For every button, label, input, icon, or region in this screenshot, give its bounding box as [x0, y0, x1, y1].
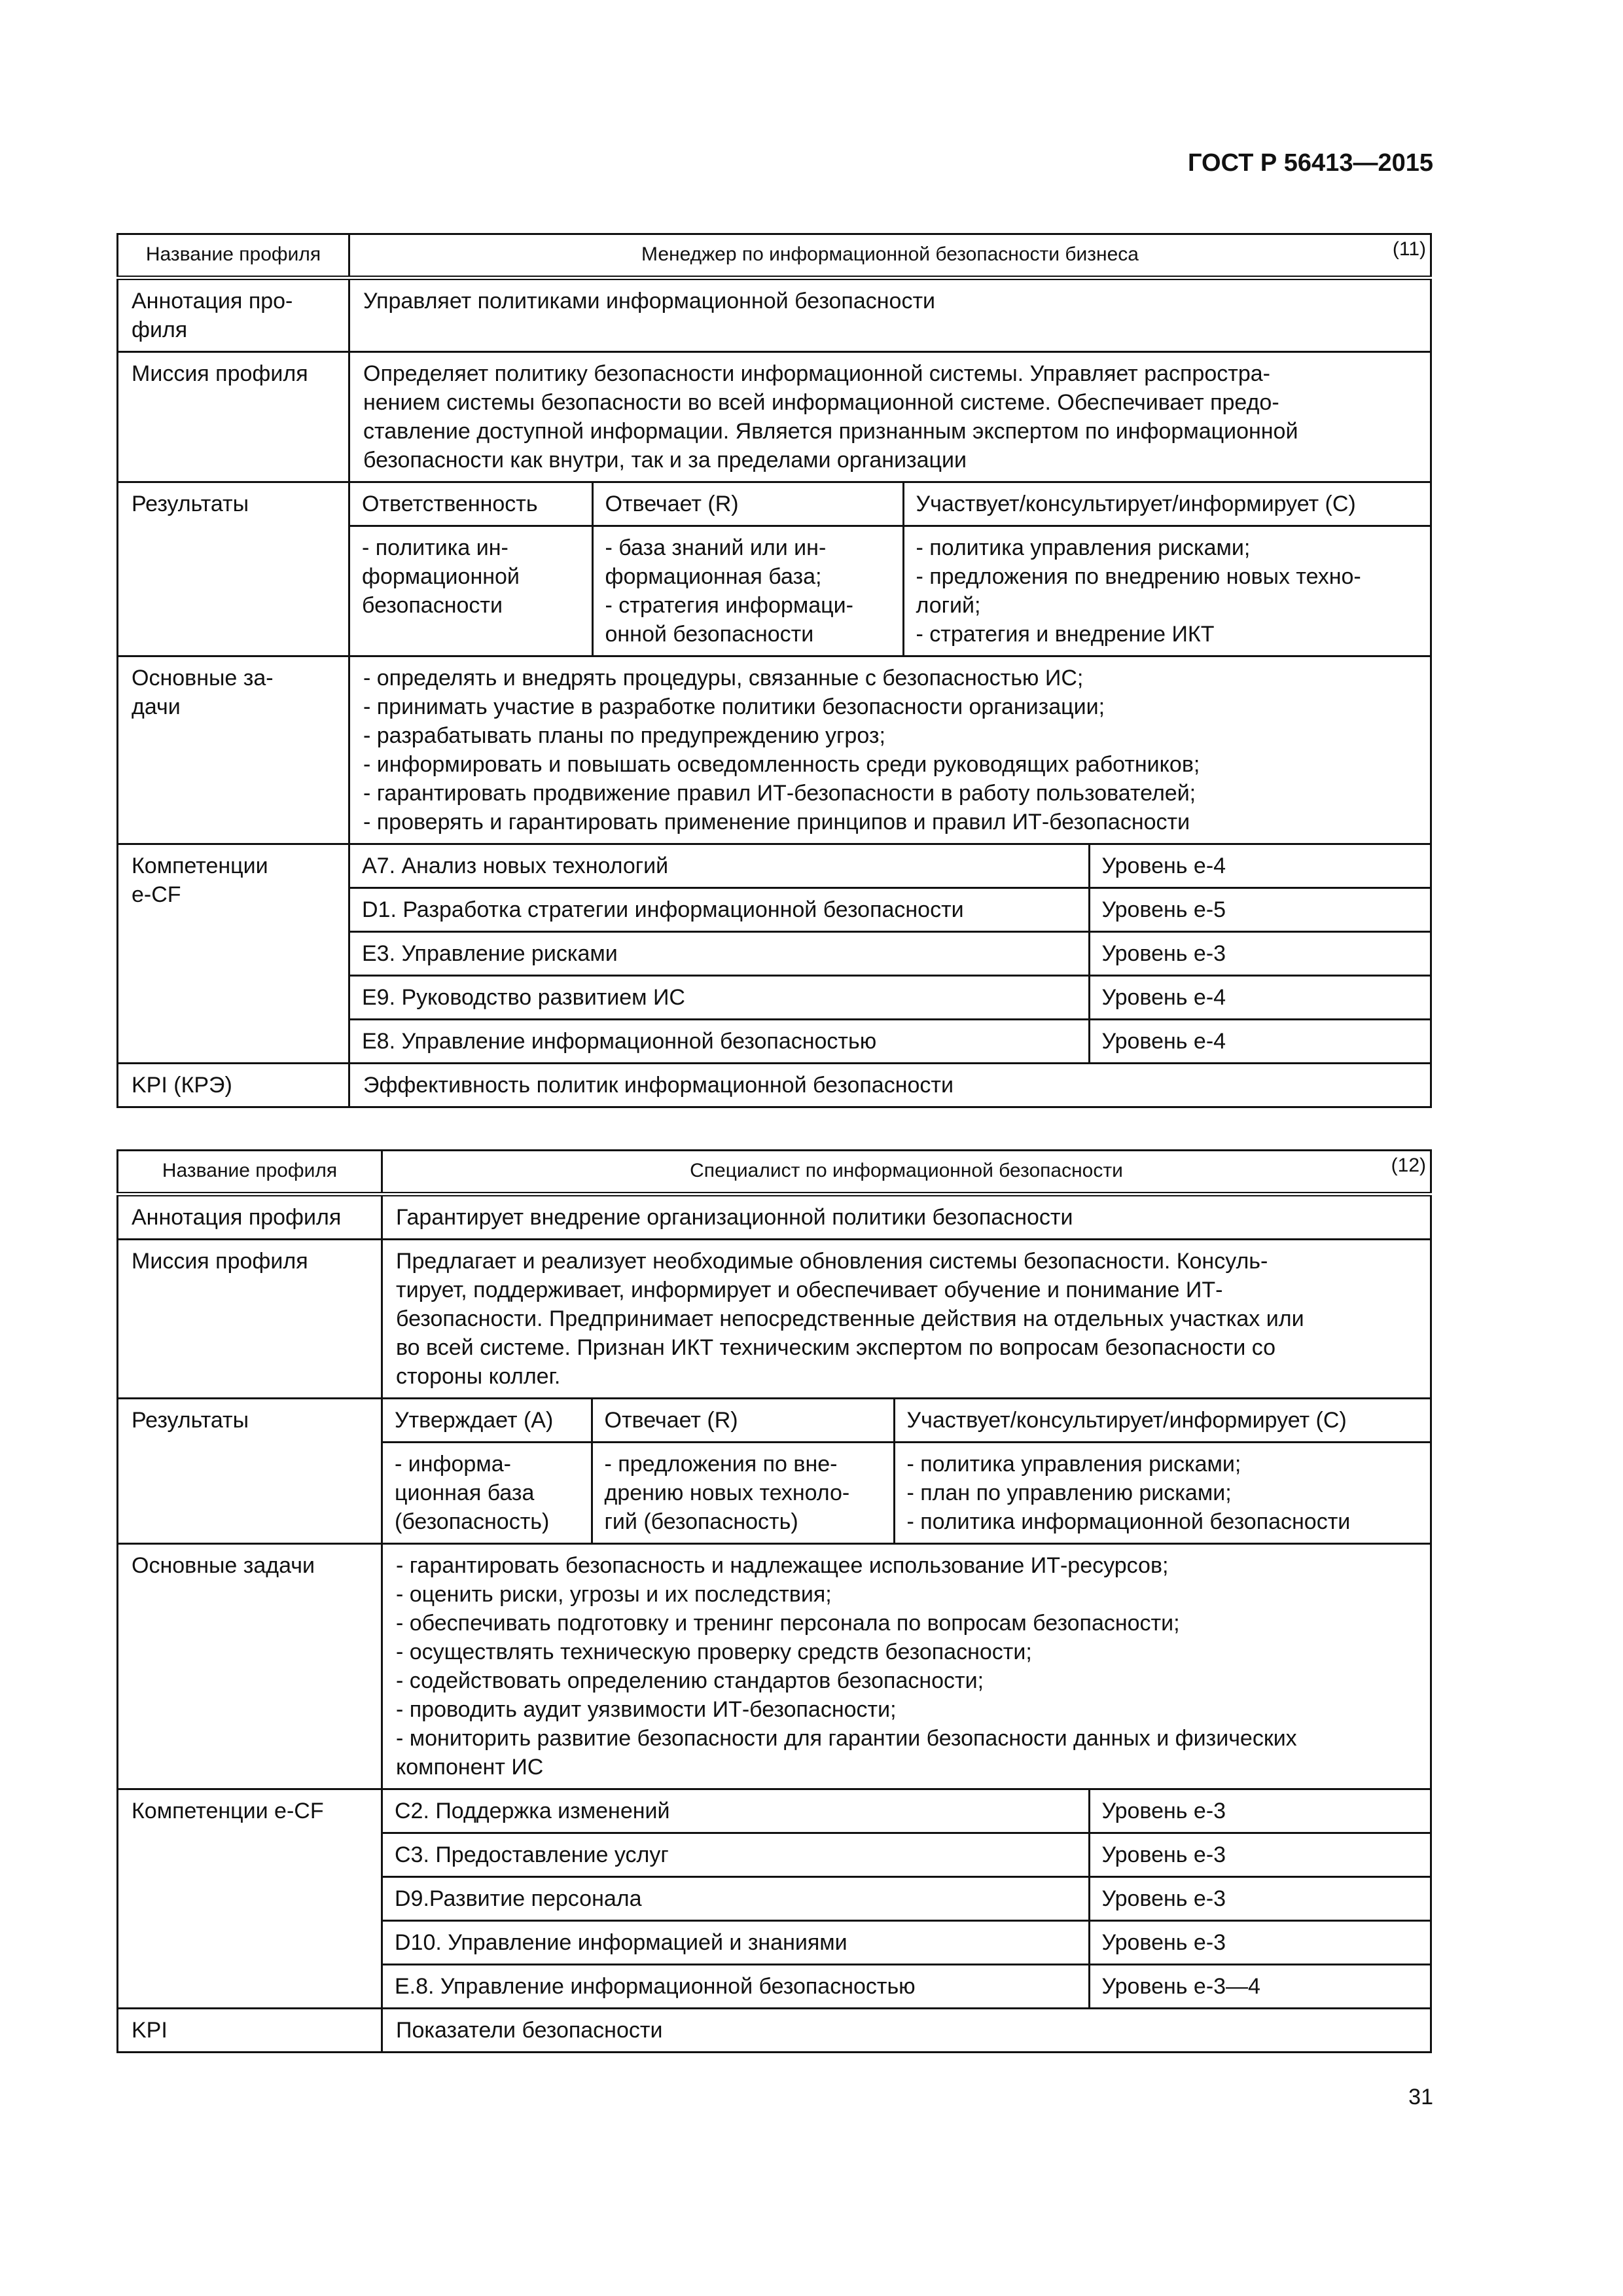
mission-text: Определяет политику безопасности информационной системы. Управляет распростра- нением системы безопасности во всей информационной системе. Обеспечивает предо- ставление доступной информации. Является признанным экспертом по информационной безопасности как внутри, так и за пределами организации: [349, 352, 1431, 482]
results-values-row: [383, 1443, 1430, 1543]
competence-level: Уровень е-5: [1089, 888, 1430, 932]
task-item: - информировать и повышать осведомленность среди руководящих работников;: [363, 752, 1200, 777]
annotation-label: Аннотация про- филя: [118, 278, 349, 352]
kpi-row: [118, 1064, 1431, 1107]
competence-row: [383, 1877, 1430, 1921]
competence-name: E8. Управление информационной безопасностью: [362, 1029, 877, 1054]
page-number: 31: [1408, 2085, 1433, 2109]
kpi-row: [118, 2009, 1431, 2053]
competence-name: D9.Развитие персонала: [383, 1877, 1089, 1921]
profile-header-row: [118, 1151, 1431, 1194]
task-item: - определять и внедрять процедуры, связанные с безопасностью ИС;: [363, 666, 1084, 691]
results-header: Участвует/консультирует/информирует (C): [894, 1399, 1430, 1443]
task-item: - оценить риски, угрозы и их последствия;: [396, 1582, 832, 1607]
competences-cell: [382, 1789, 1431, 2009]
competence-name: E9. Руководство развитием ИС: [350, 976, 1089, 1020]
tasks-list: [382, 1544, 1431, 1789]
competences-label: Компетенции e-CF: [118, 1789, 382, 2009]
results-values-row: [350, 526, 1430, 656]
tasks-label: Основные задачи: [118, 1544, 382, 1789]
tasks-label: Основные за- дачи: [118, 656, 349, 844]
tasks-row: [118, 1544, 1431, 1789]
profile-table-11: [116, 233, 1432, 1108]
results-value: - политика ин- формационной безопасности: [362, 535, 520, 618]
results-header: Утверждает (A): [383, 1399, 592, 1443]
competence-name: D1. Разработка стратегии информационной безопасности: [350, 888, 1089, 932]
competence-name: E.8. Управление информационной безопасностью: [395, 1974, 916, 1999]
task-item: компонент ИС: [396, 1755, 544, 1780]
results-value: - информа- ционная база (безопасность): [395, 1452, 550, 1534]
profile-name-label: Название профиля: [118, 234, 349, 278]
competence-level: Уровень е-3: [1089, 1921, 1430, 1965]
results-table: [383, 1399, 1430, 1543]
kpi-label: KPI (КРЭ): [118, 1064, 349, 1107]
annotation-text: Управляет политиками информационной безопасности: [349, 278, 1431, 352]
competence-row: [350, 845, 1430, 888]
profile-number: (11): [1392, 238, 1426, 260]
competence-name: D10. Управление информацией и знаниями: [383, 1921, 1089, 1965]
profile-name-cell: [349, 234, 1431, 278]
competence-row: [383, 1921, 1430, 1965]
annotation-row: [118, 278, 1431, 352]
profile-number: (12): [1391, 1155, 1426, 1176]
competence-level: Уровень е-3—4: [1089, 1965, 1430, 2008]
annotation-label: Аннотация профиля: [118, 1194, 382, 1240]
results-header: Ответственность: [350, 483, 592, 526]
competence-name: E3. Управление рисками: [350, 932, 1089, 976]
competence-level: Уровень е-3: [1089, 1877, 1430, 1921]
competence-row: [383, 1833, 1430, 1877]
results-header: Отвечает (R): [592, 1399, 894, 1443]
profile-name: Менеджер по информационной безопасности бизнеса: [641, 243, 1139, 265]
competence-level: Уровень е-4: [1089, 976, 1430, 1020]
results-header-row: [383, 1399, 1430, 1443]
competences-label: Компетенции e-CF: [118, 844, 349, 1064]
kpi-text: Показатели безопасности: [382, 2009, 1431, 2053]
results-label: Результаты: [118, 482, 349, 656]
task-item: - разрабатывать планы по предупреждению угроз;: [363, 723, 885, 748]
competence-row: [383, 1790, 1430, 1833]
results-cell: [382, 1399, 1431, 1544]
results-value: - база знаний или ин- формационная база; - стратегия информаци- онной безопасности: [592, 526, 903, 656]
competences-table: [383, 1790, 1430, 2007]
kpi-text: Эффективность политик информационной безопасности: [349, 1064, 1431, 1107]
task-item: - содействовать определению стандартов безопасности;: [396, 1668, 984, 1693]
mission-text: Предлагает и реализует необходимые обновления системы безопасности. Консуль- тирует, поддерживает, информирует и обеспечивает обучение и понимание ИТ- безопасности. Предпринимает непосредственные действия на отдельных участках или во всей системе. Признан ИКТ техническим экспертом по вопросам безопасности со стороны коллег.: [382, 1240, 1431, 1399]
competence-row: [383, 1965, 1430, 2008]
results-cell: [349, 482, 1431, 656]
task-item: - гарантировать безопасность и надлежащее использование ИТ-ресурсов;: [396, 1553, 1169, 1578]
task-item: - мониторить развитие безопасности для гарантии безопасности данных и физических: [396, 1726, 1297, 1751]
results-header: Участвует/консультирует/информирует (C): [903, 483, 1430, 526]
competence-level: Уровень е-4: [1089, 845, 1430, 888]
tasks-list: [349, 656, 1431, 844]
profile-name-label: Название профиля: [118, 1151, 382, 1194]
results-table: [350, 483, 1430, 655]
task-item: - обеспечивать подготовку и тренинг персонала по вопросам безопасности;: [396, 1611, 1180, 1636]
competence-level: Уровень е-3: [1089, 932, 1430, 976]
competence-name: C3. Предоставление услуг: [383, 1833, 1089, 1877]
competences-cell: [349, 844, 1431, 1064]
standard-number: ГОСТ Р 56413—2015: [1188, 149, 1433, 177]
task-item: - проводить аудит уязвимости ИТ-безопасности;: [396, 1697, 897, 1722]
task-item: - принимать участие в разработке политики безопасности организации;: [363, 694, 1105, 719]
competence-row: [350, 888, 1430, 932]
competence-row: [350, 932, 1430, 976]
results-row: [118, 482, 1431, 656]
annotation-row: [118, 1194, 1431, 1240]
results-header: Отвечает (R): [592, 483, 903, 526]
task-item: - гарантировать продвижение правил ИТ-безопасности в работу пользователей;: [363, 781, 1196, 806]
results-label: Результаты: [118, 1399, 382, 1544]
competence-row: [350, 976, 1430, 1020]
mission-label: Миссия профиля: [118, 352, 349, 482]
mission-row: [118, 352, 1431, 482]
competence-level: Уровень е-3: [1089, 1790, 1430, 1833]
task-item: - осуществлять техническую проверку средств безопасности;: [396, 1640, 1032, 1664]
competences-row: [118, 1789, 1431, 2009]
annotation-text: Гарантирует внедрение организационной политики безопасности: [382, 1194, 1431, 1240]
task-item: - проверять и гарантировать применение принципов и правил ИТ-безопасности: [363, 810, 1190, 834]
profile-name-cell: [382, 1151, 1431, 1194]
results-value: - политика управления рисками; - предложения по внедрению новых техно- логий; - стратегия и внедрение ИКТ: [903, 526, 1430, 656]
results-header-row: [350, 483, 1430, 526]
competence-level: Уровень е-4: [1089, 1020, 1430, 1063]
results-value: - предложения по вне- дрению новых техноло- гий (безопасность): [592, 1443, 894, 1543]
competences-table: [350, 845, 1430, 1062]
competence-name: A7. Анализ новых технологий: [350, 845, 1089, 888]
kpi-label: KPI: [118, 2009, 382, 2053]
mission-label: Миссия профиля: [118, 1240, 382, 1399]
competence-row: [350, 1020, 1430, 1063]
tasks-row: [118, 656, 1431, 844]
profile-header-row: [118, 234, 1431, 278]
profile-table-12: [116, 1149, 1432, 2053]
competence-level: Уровень е-3: [1089, 1833, 1430, 1877]
profile-name: Специалист по информационной безопасности: [690, 1160, 1123, 1181]
results-row: [118, 1399, 1431, 1544]
competence-name: C2. Поддержка изменений: [383, 1790, 1089, 1833]
mission-row: [118, 1240, 1431, 1399]
results-value: - политика управления рисками; - план по управлению рисками; - политика информационной безопасности: [894, 1443, 1430, 1543]
competences-row: [118, 844, 1431, 1064]
